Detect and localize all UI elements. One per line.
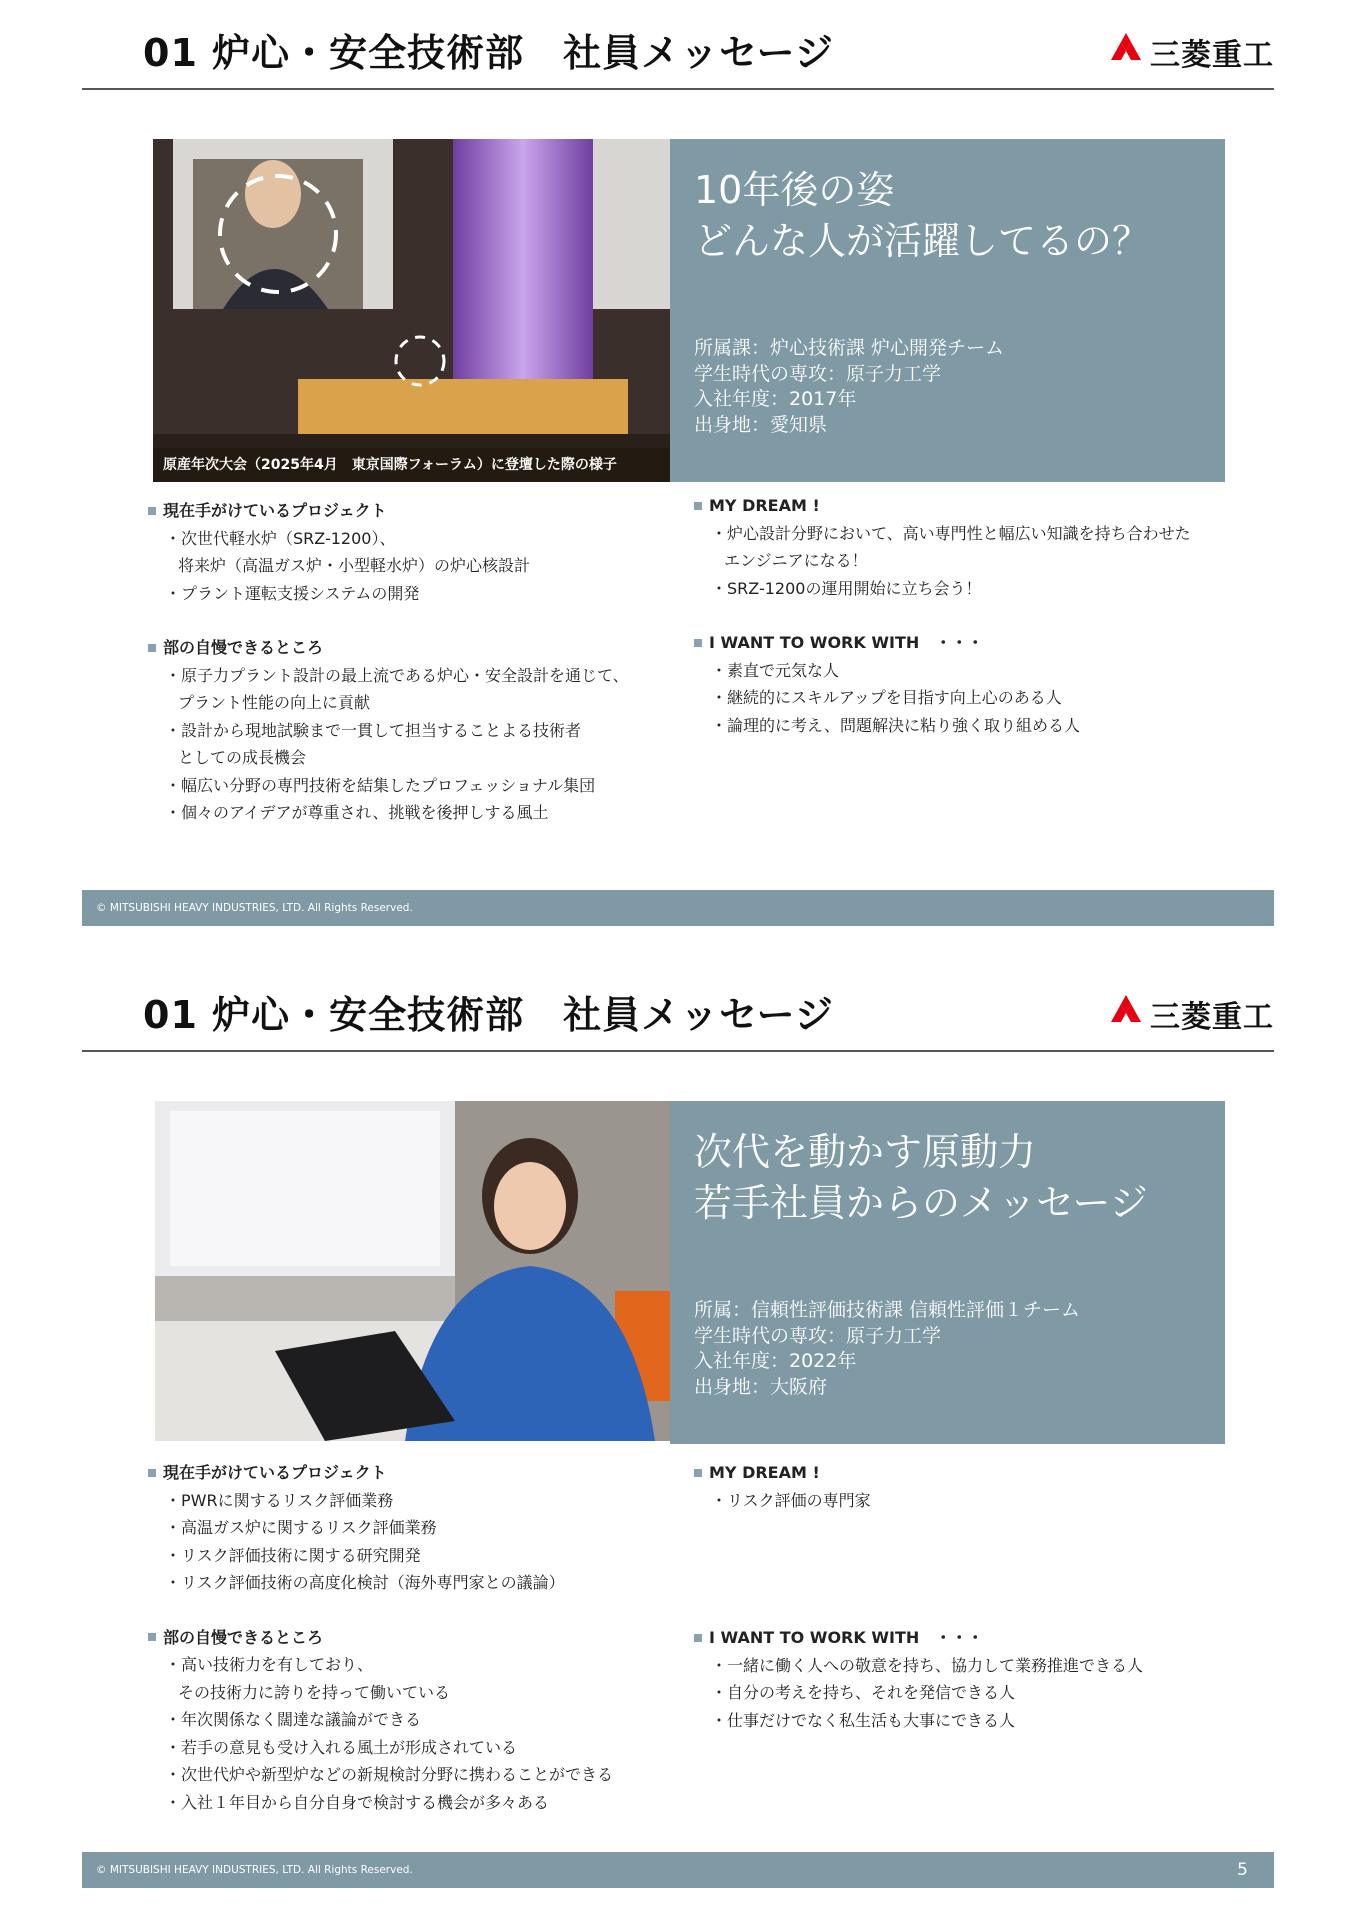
list-item: ・年次関係なく闊達な議論ができる [165,1710,422,1729]
profile-hometown: 出身地：大阪府 [694,1375,828,1398]
slide-2 [0,962,1351,1922]
three-diamonds-icon [1108,32,1144,66]
list-item: ・リスク評価技術の高度化検討（海外専門家との議論） [165,1573,565,1592]
conference-photo [153,139,670,482]
right-column [694,1459,1143,1734]
list-item: ・設計から現地試験まで一貫して担当することよる技術者 [165,720,582,740]
mhi-logo [1108,992,1278,1035]
profile-department: 所属課：炉心技術課 炉心開発チーム [694,337,1005,359]
footer-bar [82,890,1274,926]
right-column [694,492,1191,739]
list-item: ・一緒に働く人への敬意を持ち、協力して業務推進できる人 [711,1655,1144,1675]
bullet-square-icon [694,1469,702,1477]
list-item: ・PWRに関するリスク評価業務 [165,1490,394,1510]
headline-line-1: 10年後の姿 [694,168,895,212]
logo-text: 三菱重工 [1150,38,1274,73]
list-item: ・次世代炉や新型炉などの新規検討分野に携わることができる [165,1765,614,1784]
page-number: 5 [1237,1860,1248,1880]
left-column [148,497,629,827]
profile-major: 学生時代の専攻：原子力工学 [694,362,942,385]
want-heading: I WANT TO WORK WITH ・・・ [694,629,1191,657]
bullet-square-icon [148,507,156,515]
headline-line-2: どんな人が活躍してるの？ [694,219,1151,263]
footer-bar [82,1852,1274,1888]
list-item: プラント性能の向上に貢献 [178,693,371,712]
project-heading: 現在手がけているプロジェクト [148,497,629,525]
employee-photo [155,1101,670,1441]
list-item: ・リスク評価技術に関する研究開発 [165,1545,421,1565]
pride-heading: 部の自慢できるところ [148,634,629,662]
list-item: ・入社１年目から自分自身で検討する機会が多々ある [165,1792,550,1812]
list-item: ・若手の意見も受け入れる風土が形成されている [165,1737,518,1757]
slide-title: 01 炉心・安全技術部 社員メッセージ [143,31,834,75]
profile-info [694,336,1004,438]
title-divider [82,88,1274,90]
photo-caption: 原産年次大会（2025年4月 東京国際フォーラム）に登壇した際の様子 [153,448,670,482]
mhi-logo [1108,30,1278,73]
profile-hometown: 出身地：愛知県 [694,413,828,436]
list-item: ・プラント運転支援システムの開発 [165,583,420,603]
list-item: ・炉心設計分野において、高い専門性と幅広い知識を持ち合わせた [711,523,1191,543]
bullet-square-icon [148,1633,156,1641]
profile-major: 学生時代の専攻：原子力工学 [694,1324,942,1347]
headline-panel [670,139,1225,482]
list-item: ・次世代軽水炉（SRZ-1200）、 [165,528,396,548]
list-item: ・論理的に考え、問題解決に粘り強く取り組める人 [711,715,1080,735]
left-column [148,1459,613,1816]
slide-title: 01 炉心・安全技術部 社員メッセージ [143,993,834,1037]
list-item: ・高温ガス炉に関するリスク評価業務 [165,1518,437,1537]
three-diamonds-icon [1108,994,1144,1028]
list-item: その技術力に誇りを持って働いている [178,1682,451,1702]
title-divider [82,1050,1274,1052]
list-item: ・リスク評価の専門家 [711,1490,871,1510]
slide-1 [0,0,1351,960]
list-item: ・幅広い分野の専門技術を結集したプロフェッショナル集団 [165,775,596,795]
bullet-square-icon [148,644,156,652]
list-item: ・仕事だけでなく私生活も大事にできる人 [711,1710,1016,1730]
profile-info [694,1298,1080,1400]
list-item: としての成長機会 [178,748,307,767]
list-item: ・継続的にスキルアップを目指す向上心のある人 [711,688,1062,707]
bullet-square-icon [694,639,702,647]
bullet-square-icon [694,1634,702,1642]
list-item: ・原子力プラント設計の最上流である炉心・安全設計を通じて、 [165,665,629,685]
list-item: エンジニアになる！ [724,551,868,570]
dream-heading: MY DREAM ! [694,492,1191,520]
logo-text: 三菱重工 [1150,1000,1274,1035]
headline-panel [670,1101,1225,1444]
profile-join-year: 入社年度：2017年 [694,388,857,410]
headline-line-1: 次代を動かす原動力 [694,1130,1037,1174]
profile-join-year: 入社年度：2022年 [694,1350,857,1372]
bullet-square-icon [148,1469,156,1477]
profile-department: 所属：信頼性評価技術課 信頼性評価１チーム [694,1299,1081,1321]
headline-line-2: 若手社員からのメッセージ [694,1181,1148,1225]
list-item: ・素直で元気な人 [711,660,840,680]
list-item: ・SRZ-1200の運用開始に立ち会う！ [711,578,982,598]
pride-heading: 部の自慢できるところ [148,1624,613,1652]
bullet-square-icon [694,502,702,510]
list-item: ・個々のアイデアが尊重され、挑戦を後押しする風土 [165,803,549,822]
list-item: 将来炉（高温ガス炉・小型軽水炉）の炉心核設計 [178,556,531,575]
copyright-text: © MITSUBISHI HEAVY INDUSTRIES, LTD. All Rights Reserved. [96,902,413,914]
list-item: ・自分の考えを持ち、それを発信できる人 [711,1683,1016,1702]
copyright-text: © MITSUBISHI HEAVY INDUSTRIES, LTD. All Rights Reserved. [96,1864,413,1876]
list-item: ・高い技術力を有しており、 [165,1655,374,1674]
dream-heading: MY DREAM ! [694,1459,1143,1487]
project-heading: 現在手がけているプロジェクト [148,1459,613,1487]
want-heading: I WANT TO WORK WITH ・・・ [694,1624,1143,1652]
